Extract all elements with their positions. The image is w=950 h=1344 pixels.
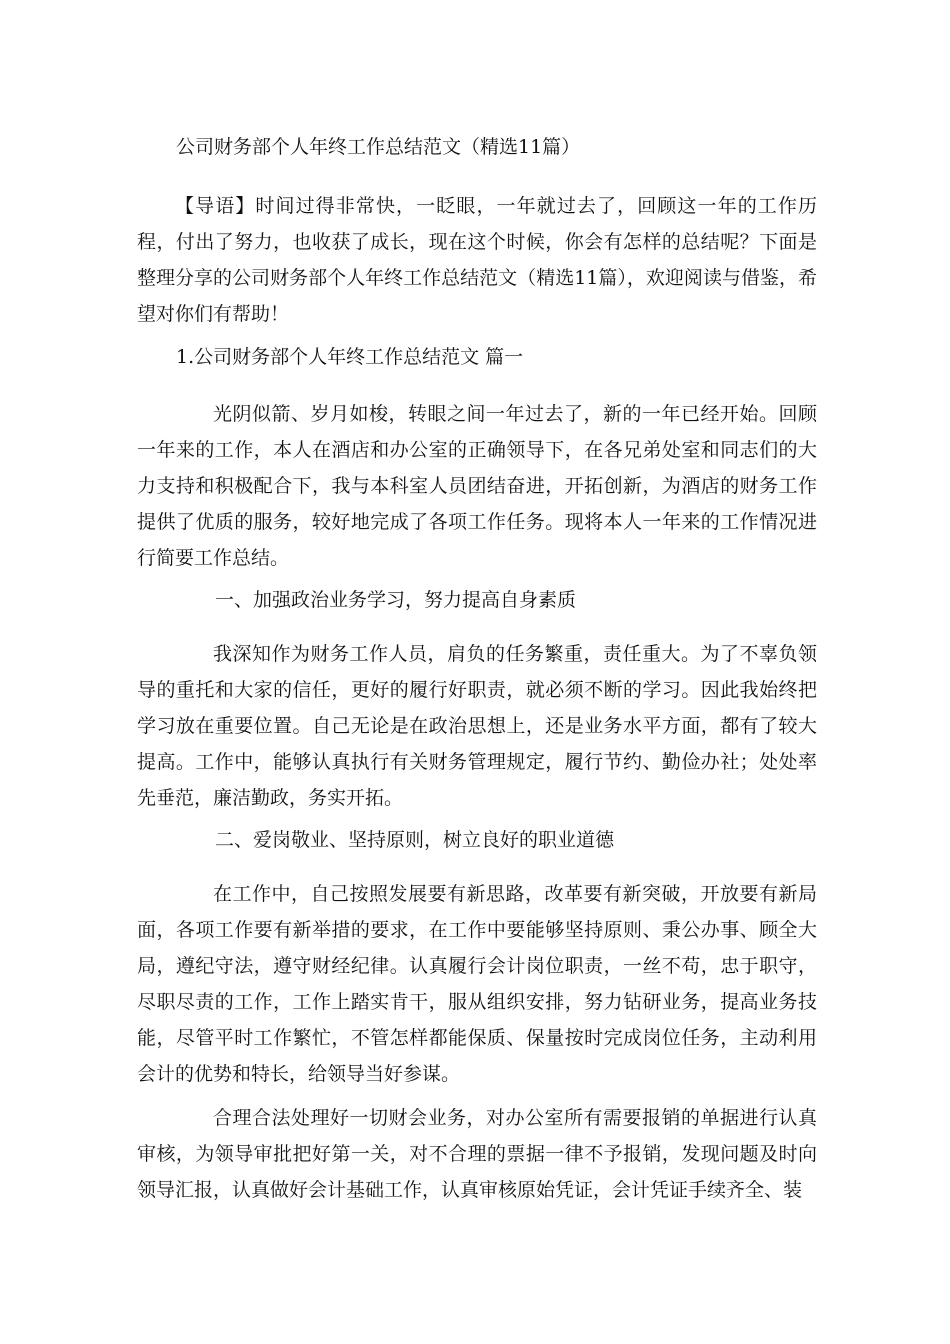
subheading-1: 一、加强政治业务学习，努力提高自身素质 bbox=[215, 589, 577, 611]
body-paragraph-4: 合理合法处理好一切财会业务，对办公室所有需要报销的单据进行认真审核，为领导审批把好第一关，对不合理的票据一律不予报销，发现问题及时向领导汇报，认真做好会计基础工作，认真审核原始凭证，会计凭证手续齐全、装 bbox=[137, 1107, 817, 1201]
document-title: 公司财务部个人年终工作总结范文（精选11篇） bbox=[176, 136, 581, 158]
subheading-2: 二、爱岗敬业、坚持原则，树立良好的职业道德 bbox=[215, 829, 615, 851]
body-paragraph-3: 在工作中，自己按照发展要有新思路，改革要有新突破，开放要有新局面，各项工作要有新举措的要求，在工作中要能够坚持原则、秉公办事、顾全大局，遵纪守法，遵守财经纪律。认真履行会计岗位职责，一丝不苟，忠于职守，尽职尽责的工作，工作上踏实肯干，服从组织安排，努力钻研业务，提高业务技能，尽管平时工作繁忙，不管怎样都能保质、保量按时完成岗位任务，主动利用会计的优势和特长，给领导当好参谋。 bbox=[137, 883, 817, 1085]
section-heading: 1.公司财务部个人年终工作总结范文 篇一 bbox=[176, 346, 524, 368]
intro-paragraph: 【导语】时间过得非常快，一眨眼，一年就过去了，回顾这一年的工作历程，付出了努力，也收获了成长，现在这个时候，你会有怎样的总结呢？下面是整理分享的公司财务部个人年终工作总结范文（精选11篇），欢迎阅读与借鉴，希望对你们有帮助！ bbox=[137, 195, 817, 325]
body-paragraph-1: 光阴似箭、岁月如梭，转眼之间一年过去了，新的一年已经开始。回顾一年来的工作，本人在酒店和办公室的正确领导下，在各兄弟处室和同志们的大力支持和积极配合下，我与本科室人员团结奋进，开拓创新，为酒店的财务工作提供了优质的服务，较好地完成了各项工作任务。现将本人一年来的工作情况进行简要工作总结。 bbox=[137, 403, 817, 569]
body-paragraph-2: 我深知作为财务工作人员，肩负的任务繁重，责任重大。为了不辜负领导的重托和大家的信任，更好的履行好职责，就必须不断的学习。因此我始终把学习放在重要位置。自己无论是在政治思想上，还是业务水平方面，都有了较大提高。工作中，能够认真执行有关财务管理规定，履行节约、勤俭办社；处处率先垂范，廉洁勤政，务实开拓。 bbox=[137, 643, 817, 809]
